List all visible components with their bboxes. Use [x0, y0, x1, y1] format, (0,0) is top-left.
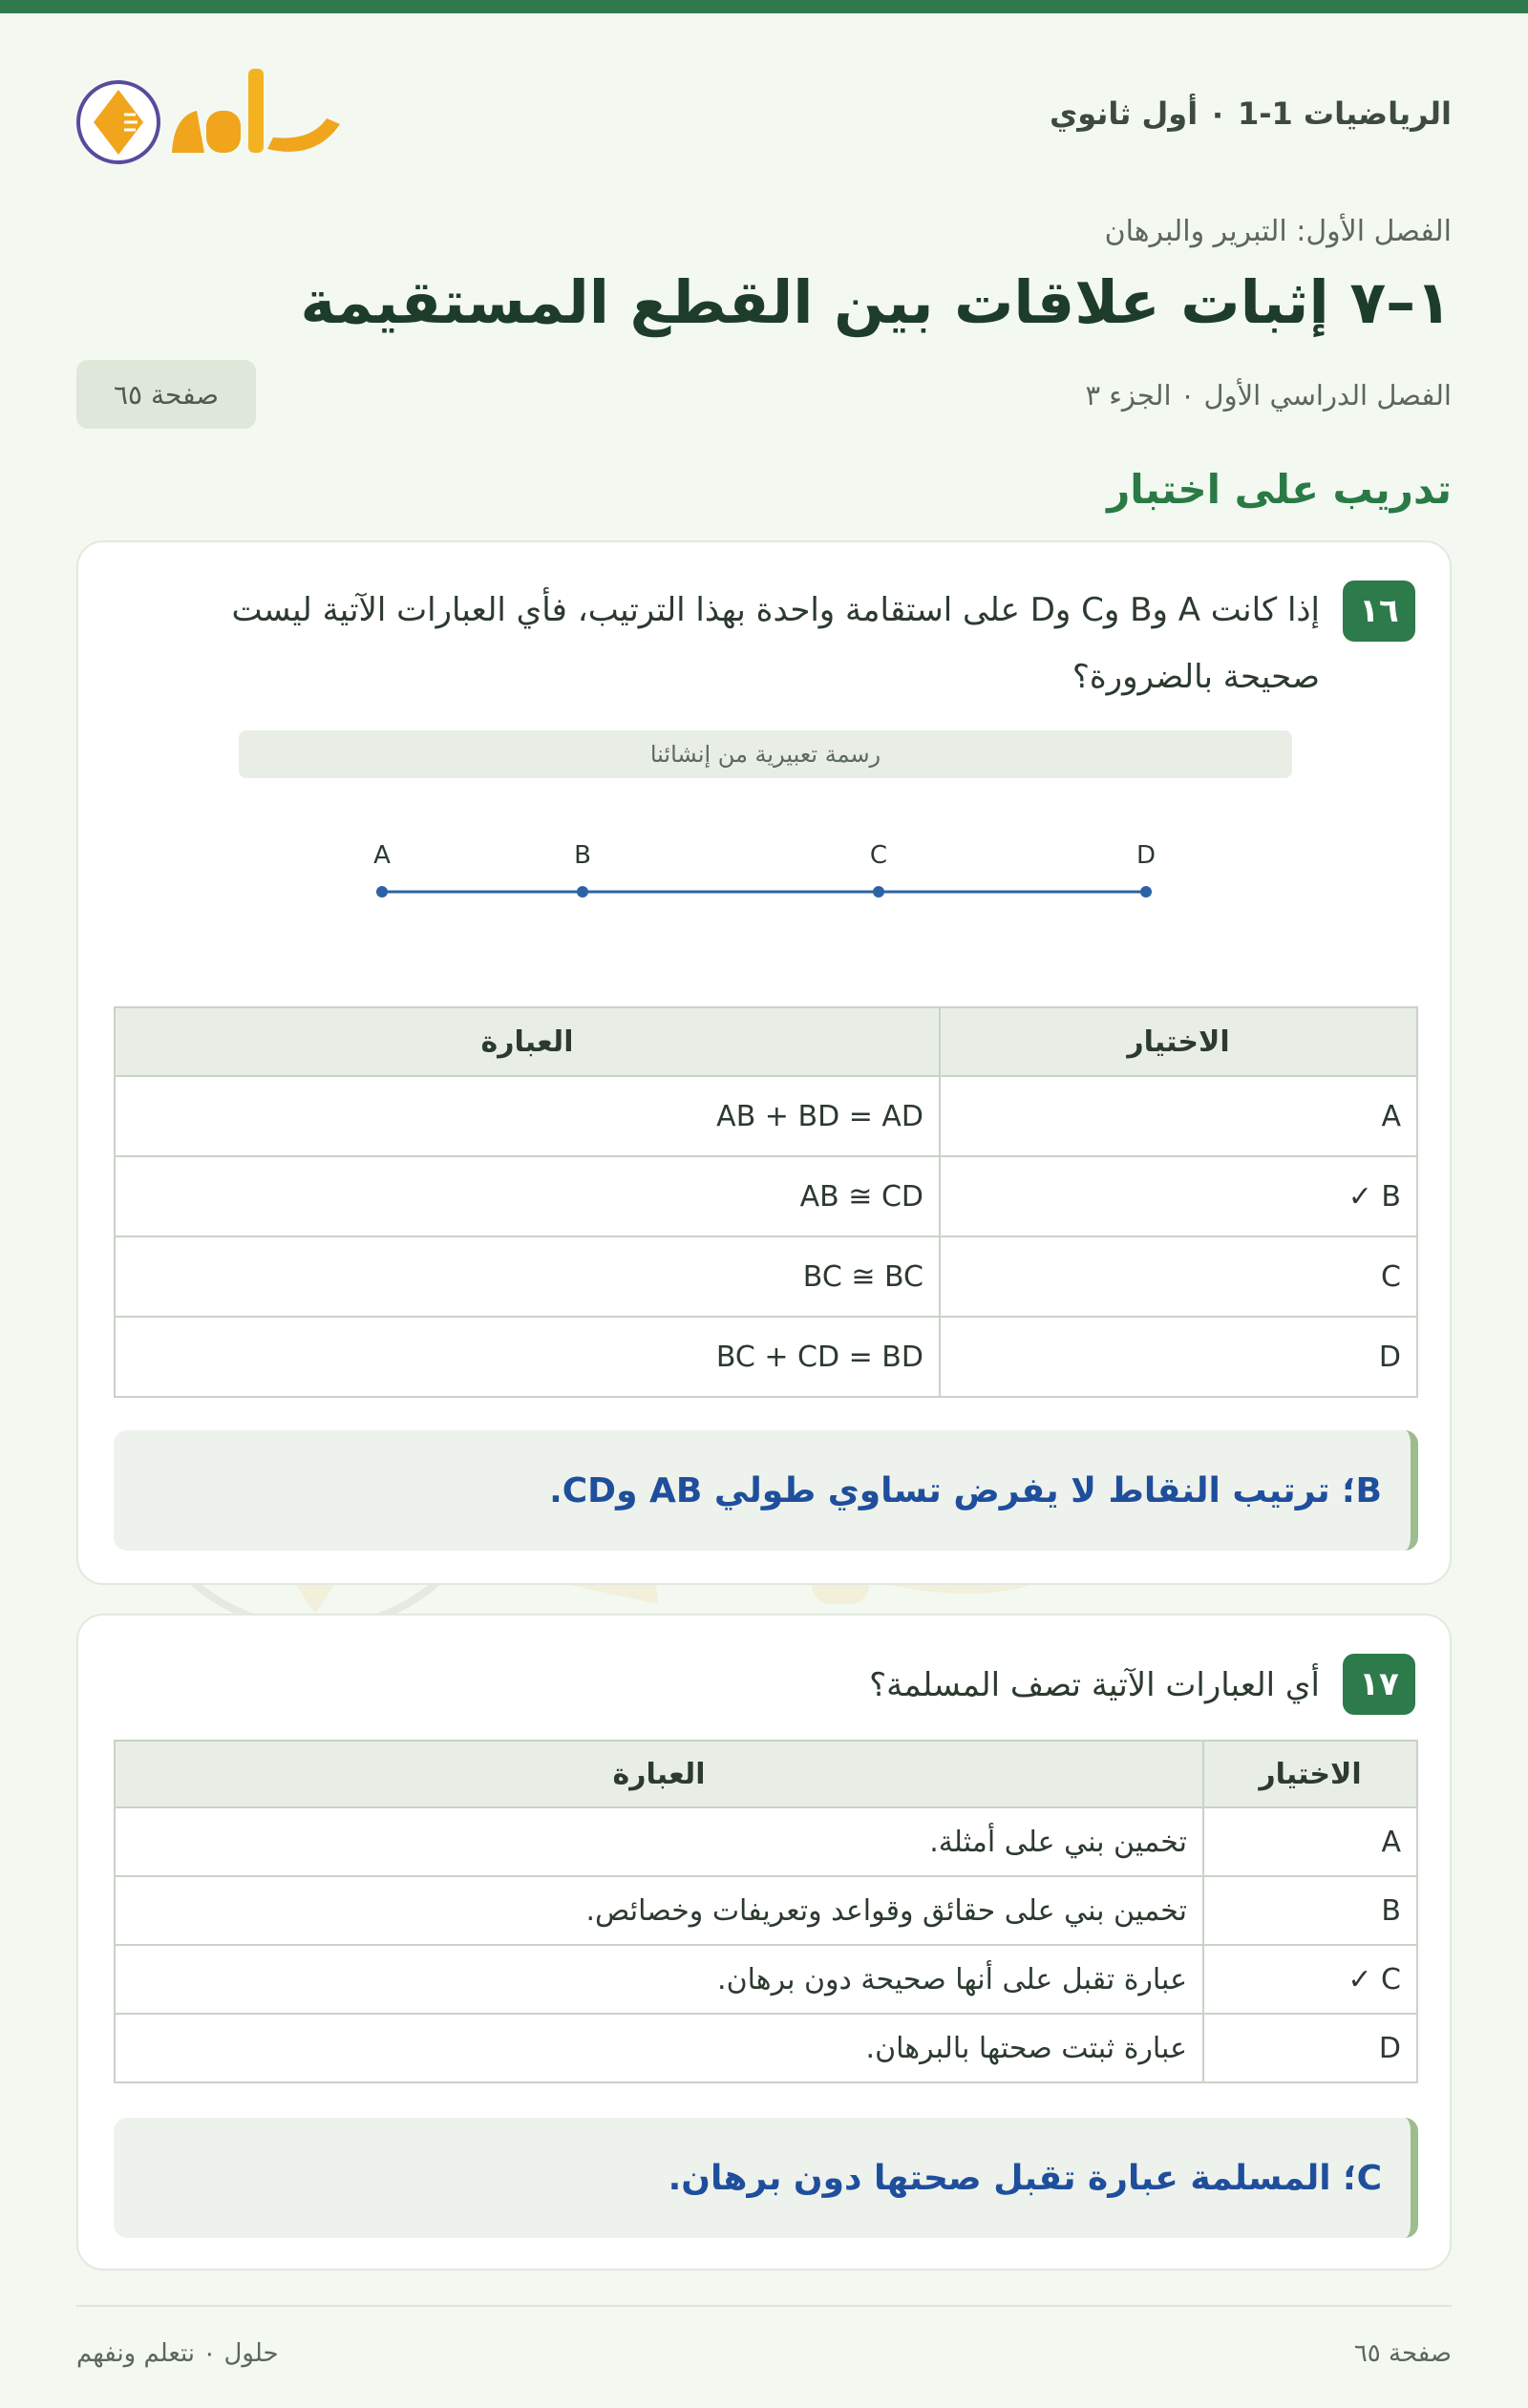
statement-cell: عبارة تقبل على أنها صحيحة دون برهان. — [115, 1945, 1203, 2014]
footer-brand: حلول ٠ نتعلم ونفهم — [76, 2339, 279, 2368]
choice-cell: A — [1203, 1807, 1417, 1876]
collinear-points-figure — [308, 829, 1167, 943]
table-row — [115, 1317, 1417, 1397]
answer-box: C؛ المسلمة عبارة تقبل صحتها دون برهان. — [114, 2118, 1418, 2238]
choice-cell: B ✓ — [940, 1156, 1417, 1236]
choice-column-header: الاختيار — [1203, 1741, 1417, 1807]
chapter-label: الفصل الأول: التبرير والبرهان — [1104, 215, 1452, 248]
section-title: تدريب على اختبار — [1107, 466, 1452, 513]
statement-column-header: العبارة — [115, 1741, 1203, 1807]
table-row — [115, 1076, 1417, 1156]
question-text-line2: صحيحة بالضرورة؟ — [1072, 658, 1320, 696]
subject-label: الرياضيات 1-1 ٠ أول ثانوي — [1049, 95, 1452, 132]
term-label: الفصل الدراسي الأول ٠ الجزء ٣ — [1085, 379, 1452, 412]
table-row — [115, 1156, 1417, 1236]
statement-cell: عبارة ثبتت صحتها بالبرهان. — [115, 2014, 1203, 2082]
point-b-label: B — [574, 841, 591, 870]
answer-box: B؛ ترتيب النقاط لا يفرض تساوي طولي AB وCD. — [114, 1430, 1418, 1551]
point-a-label: A — [373, 841, 391, 870]
question-number-badge: ١٧ — [1343, 1654, 1415, 1715]
point-d-dot — [1140, 886, 1152, 898]
statement-cell: BC + CD = BD — [115, 1317, 940, 1397]
footer-page-number: صفحة ٦٥ — [1353, 2339, 1452, 2368]
page-header — [76, 57, 1452, 172]
question-text-line1: أي العبارات الآتية تصف المسلمة؟ — [869, 1666, 1320, 1704]
statement-cell: AB ≅ CD — [115, 1156, 940, 1236]
table-row — [115, 1876, 1417, 1945]
question-card-17 — [76, 1614, 1452, 2271]
footer-divider — [76, 2305, 1452, 2307]
choice-cell: B — [1203, 1876, 1417, 1945]
table-row — [115, 1807, 1417, 1876]
question-text-line1: إذا كانت A وB وC وD على استقامة واحدة بهذا الترتيب، فأي العبارات الآتية ليست — [231, 591, 1320, 629]
statement-cell: AB + BD = AD — [115, 1076, 940, 1156]
statement-cell: تخمين بني على حقائق وقواعد وتعريفات وخصائص. — [115, 1876, 1203, 1945]
point-c-dot — [873, 886, 884, 898]
choice-column-header: الاختيار — [940, 1007, 1417, 1076]
options-table — [114, 1006, 1418, 1398]
choice-cell: D — [1203, 2014, 1417, 2082]
table-row — [115, 1236, 1417, 1317]
point-c-label: C — [869, 841, 888, 870]
question-card-16 — [76, 540, 1452, 1585]
table-row — [115, 2014, 1417, 2082]
point-d-label: D — [1135, 841, 1157, 870]
hulul-logo — [76, 57, 353, 172]
table-row — [115, 1945, 1417, 2014]
page-title: ١–٧ إثبات علاقات بين القطع المستقيمة — [300, 267, 1452, 337]
question-number-badge: ١٦ — [1343, 581, 1415, 642]
choice-cell: D — [940, 1317, 1417, 1397]
statement-cell: تخمين بني على أمثلة. — [115, 1807, 1203, 1876]
choice-cell: C — [940, 1236, 1417, 1317]
point-a-dot — [376, 886, 388, 898]
choice-cell: C ✓ — [1203, 1945, 1417, 2014]
statement-column-header: العبارة — [115, 1007, 940, 1076]
options-table — [114, 1740, 1418, 2083]
page-number-badge: صفحة ٦٥ — [76, 360, 256, 429]
choice-cell: A — [940, 1076, 1417, 1156]
statement-cell: BC ≅ BC — [115, 1236, 940, 1317]
figure-caption: رسمة تعبيرية من إنشائنا — [239, 730, 1292, 778]
top-accent-bar — [0, 0, 1528, 13]
point-b-dot — [577, 886, 588, 898]
